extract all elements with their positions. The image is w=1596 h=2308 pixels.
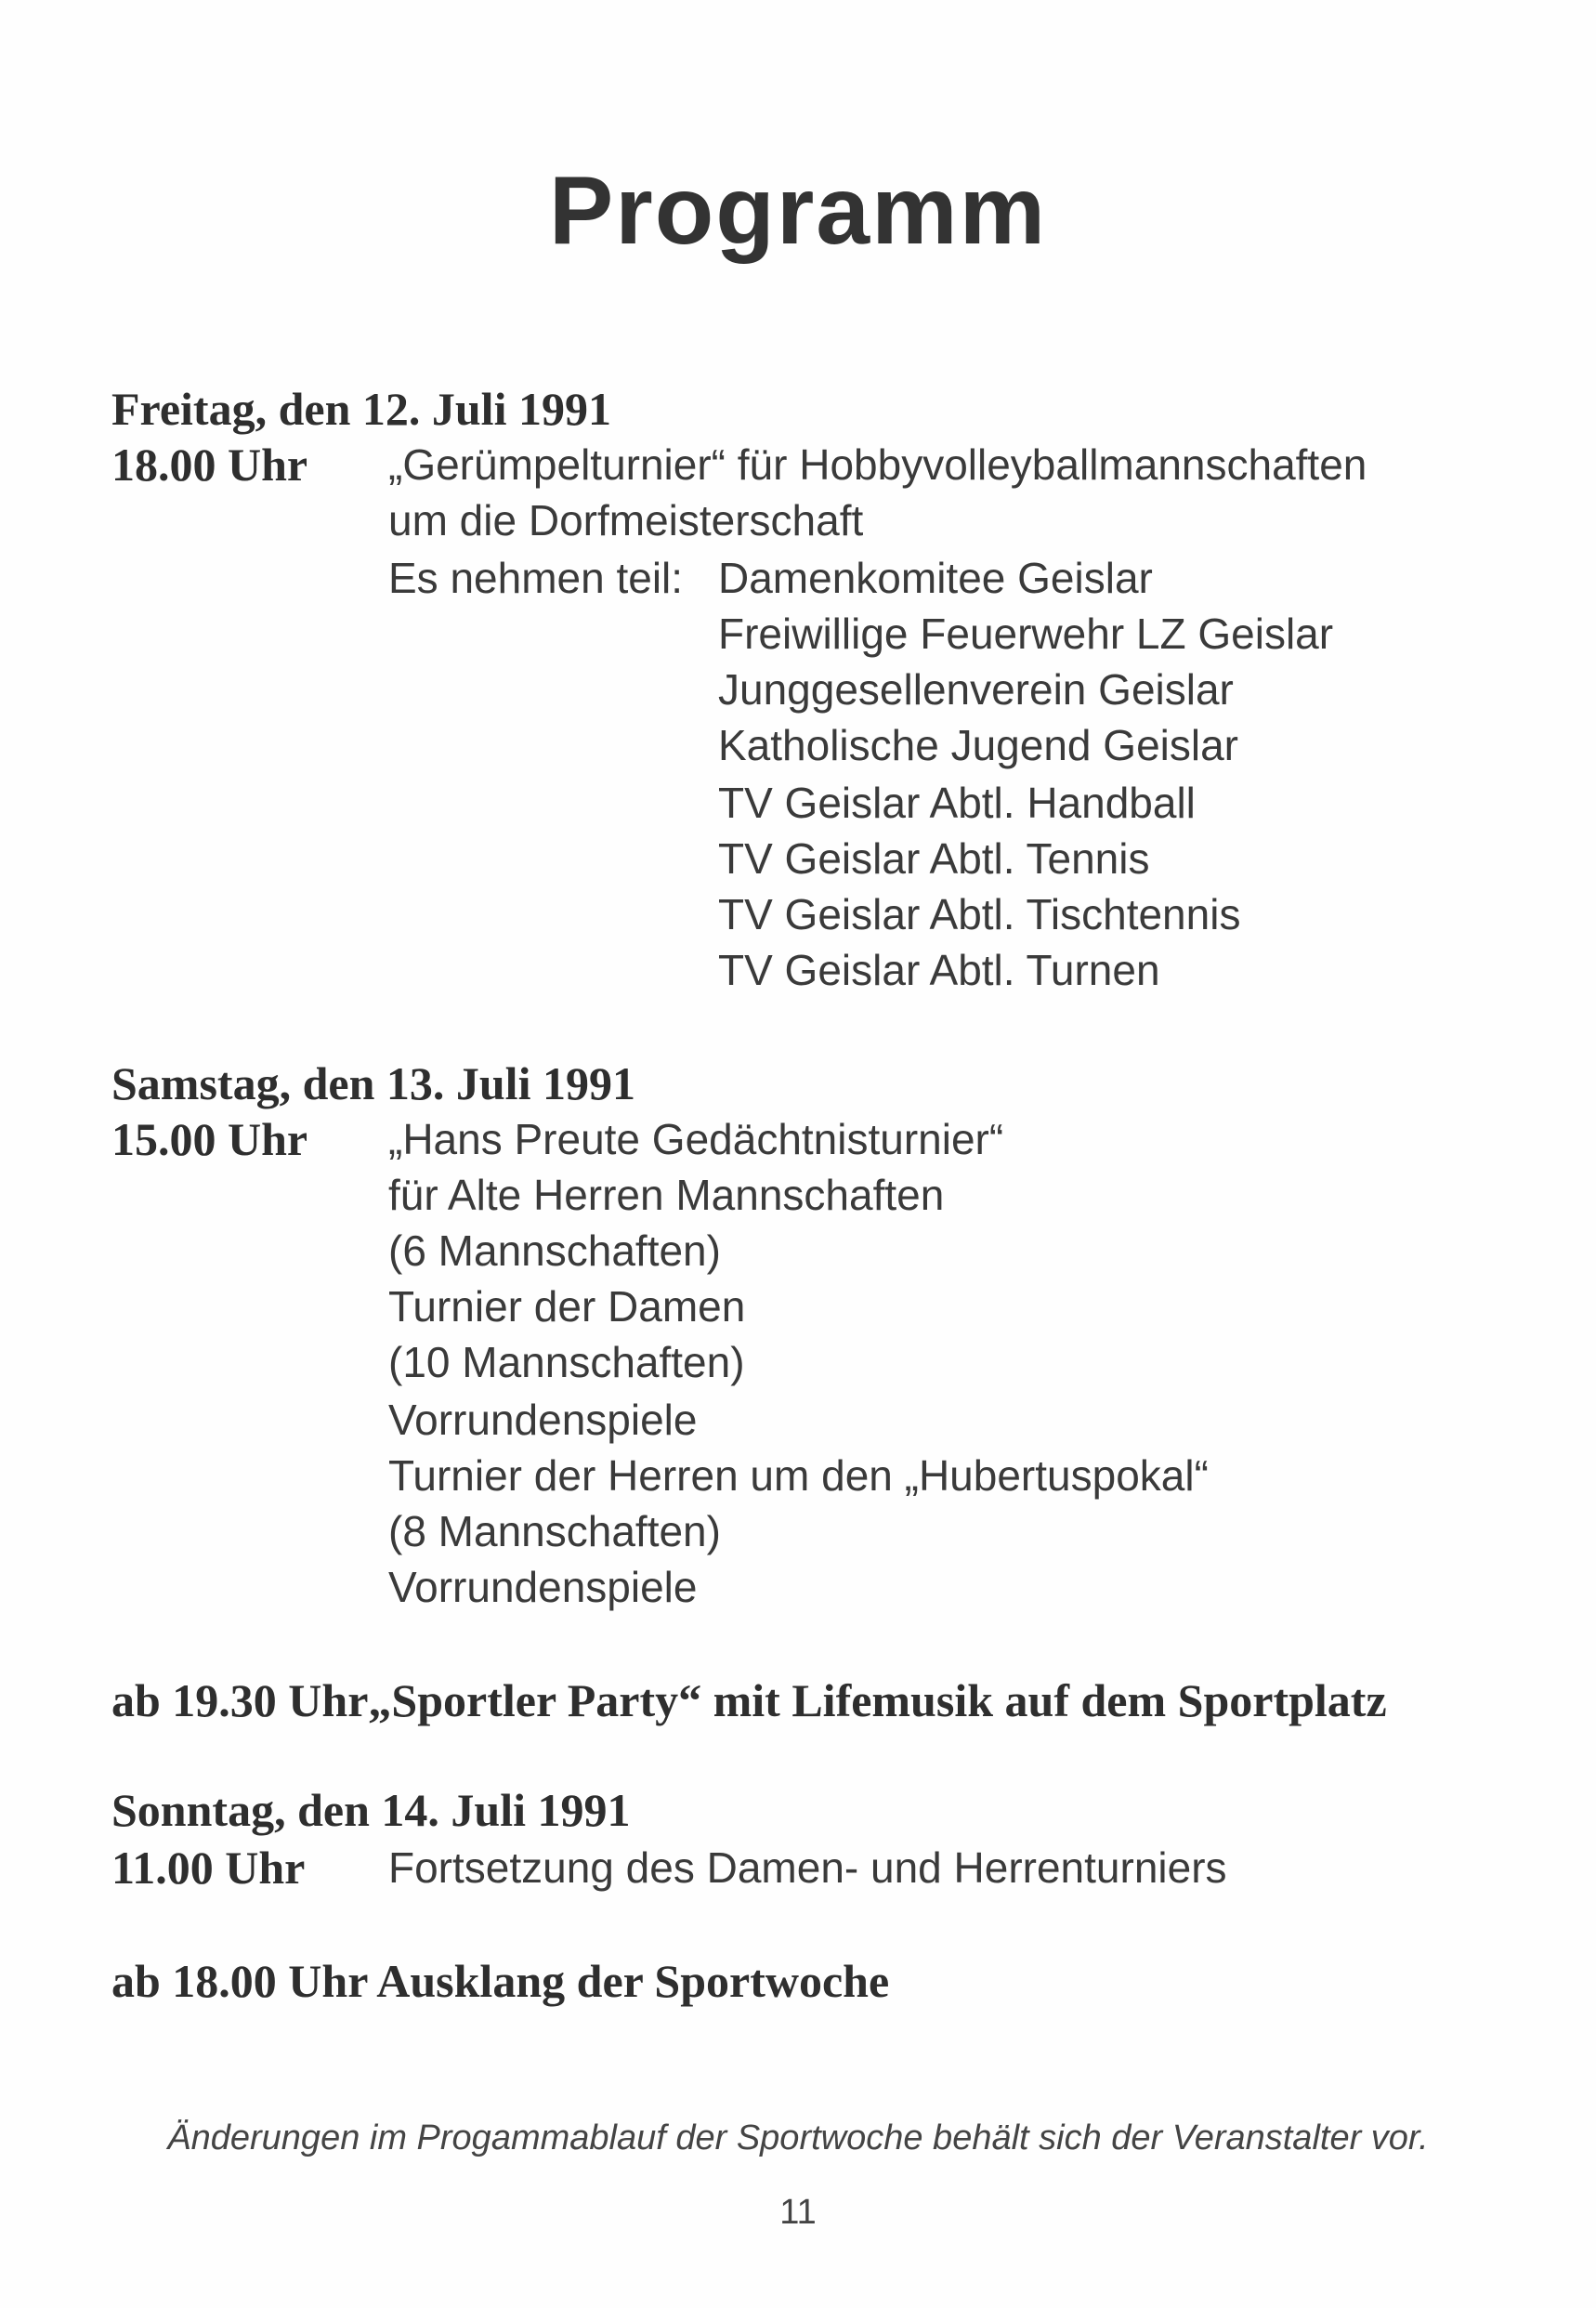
participant-item: TV Geislar Abtl. Handball <box>718 779 1196 827</box>
saturday-line: (10 Mannschaften) <box>388 1338 745 1386</box>
sunday-heading: Sonntag, den 14. Juli 1991 <box>111 1784 631 1836</box>
saturday-line: für Alte Herren Mannschaften <box>388 1171 945 1219</box>
page-number: 11 <box>779 2193 817 2232</box>
participant-item: Junggesellenverein Geislar <box>718 665 1234 714</box>
saturday-line: „Hans Preute Gedächtnisturnier“ <box>388 1115 1004 1163</box>
participant-item: TV Geislar Abtl. Tennis <box>718 834 1150 883</box>
participants-label: Es nehmen teil: <box>388 554 684 602</box>
participant-item: TV Geislar Abtl. Tischtennis <box>718 890 1241 938</box>
participant-item: Freiwillige Feuerwehr LZ Geislar <box>718 610 1334 658</box>
friday-heading: Freitag, den 12. Juli 1991 <box>111 383 611 435</box>
friday-event-line-2: um die Dorfmeisterschaft <box>388 496 864 544</box>
page-title: Programm <box>548 157 1048 265</box>
saturday-line: Turnier der Damen <box>388 1282 746 1331</box>
saturday-time: 15.00 Uhr <box>111 1113 308 1165</box>
sunday-event: Fortsetzung des Damen- und Herrenturniers <box>388 1843 1227 1892</box>
saturday-line: Vorrundenspiele <box>388 1396 698 1444</box>
participant-item: TV Geislar Abtl. Turnen <box>718 946 1160 994</box>
participant-item: Damenkomitee Geislar <box>718 554 1153 602</box>
saturday-line: (6 Mannschaften) <box>388 1226 721 1275</box>
saturday-line: Turnier der Herren um den „Hubertuspokal“ <box>388 1451 1209 1500</box>
participant-item: Katholische Jugend Geislar <box>718 721 1238 769</box>
friday-event-line-1: „Gerümpelturnier“ für Hobbyvolleyballmannschaften <box>388 440 1367 489</box>
friday-time: 18.00 Uhr <box>111 439 308 491</box>
saturday-line: (8 Mannschaften) <box>388 1507 721 1555</box>
saturday-heading: Samstag, den 13. Juli 1991 <box>111 1057 635 1109</box>
footnote: Änderungen im Progammablauf der Sportwoche behält sich der Veranstalter vor. <box>167 2118 1429 2157</box>
saturday-line: Vorrundenspiele <box>388 1563 698 1611</box>
saturday-evening: ab 19.30 Uhr„Sportler Party“ mit Lifemusik auf dem Sportplatz <box>111 1674 1387 1726</box>
sunday-time: 11.00 Uhr <box>111 1842 306 1894</box>
sunday-closing: ab 18.00 Uhr Ausklang der Sportwoche <box>111 1955 890 2007</box>
